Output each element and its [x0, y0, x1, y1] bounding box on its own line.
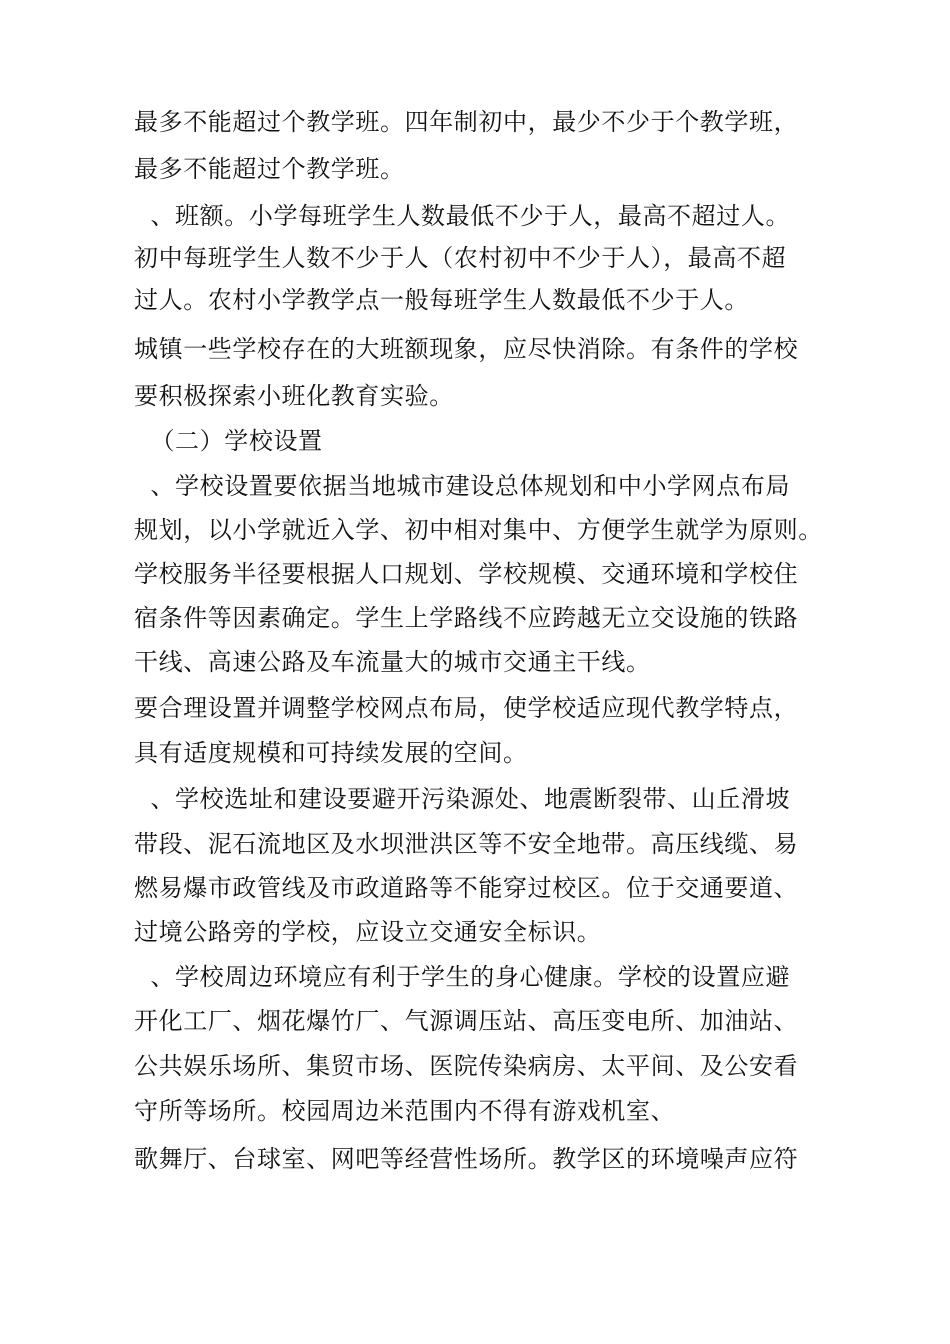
text-line: 燃易爆市政管线及市政道路等不能穿过校区。位于交通要道、	[134, 874, 799, 902]
text-line: 最多不能超过个教学班。四年制初中，最少不少于个教学班，	[134, 108, 799, 136]
text-line: 开化工厂、烟花爆竹厂、气源调压站、高压变电所、加油站、	[134, 1007, 799, 1035]
text-line: 带段、泥石流地区及水坝泄洪区等不安全地带。高压线缆、易	[134, 830, 799, 858]
text-line: 、班额。小学每班学生人数最低不少于人，最高不超过人。	[134, 202, 791, 230]
text-line: 具有适度规模和可持续发展的空间。	[134, 739, 528, 767]
text-line: 要合理设置并调整学校网点布局，使学校适应现代教学特点，	[134, 694, 799, 722]
text-line: 、学校选址和建设要避开污染源处、地震断裂带、山丘滑坡	[134, 785, 791, 813]
text-line: 、学校设置要依据当地城市建设总体规划和中小学网点布局	[134, 472, 791, 500]
text-line: 城镇一些学校存在的大班额现象，应尽快消除。有条件的学校	[134, 335, 799, 363]
text-line: 歌舞厅、台球室、网吧等经营性场所。教学区的环境噪声应符	[134, 1145, 799, 1173]
text-line: 最多不能超过个教学班。	[134, 155, 405, 183]
text-line: 初中每班学生人数不少于人（农村初中不少于人），最高不超	[134, 244, 787, 272]
text-line: 要积极探索小班化教育实验。	[134, 382, 454, 410]
section-heading: （二）学校设置	[134, 427, 323, 455]
text-line: 过境公路旁的学校，应设立交通安全标识。	[134, 918, 602, 946]
text-line: 公共娱乐场所、集贸市场、医院传染病房、太平间、及公安看	[134, 1052, 799, 1080]
text-line: 干线、高速公路及车流量大的城市交通主干线。	[134, 648, 651, 676]
text-line: 宿条件等因素确定。学生上学路线不应跨越无立交设施的铁路	[134, 604, 799, 632]
text-line: 规划，以小学就近入学、初中相对集中、方便学生就学为原则。	[134, 516, 823, 544]
text-line: 守所等场所。校园周边米范围内不得有游戏机室、	[134, 1097, 676, 1125]
text-line: 学校服务半径要根据人口规划、学校规模、交通环境和学校住	[134, 560, 799, 588]
text-line: 、学校周边环境应有利于学生的身心健康。学校的设置应避	[134, 963, 791, 991]
text-line: 过人。农村小学教学点一般每班学生人数最低不少于人。	[134, 286, 749, 314]
